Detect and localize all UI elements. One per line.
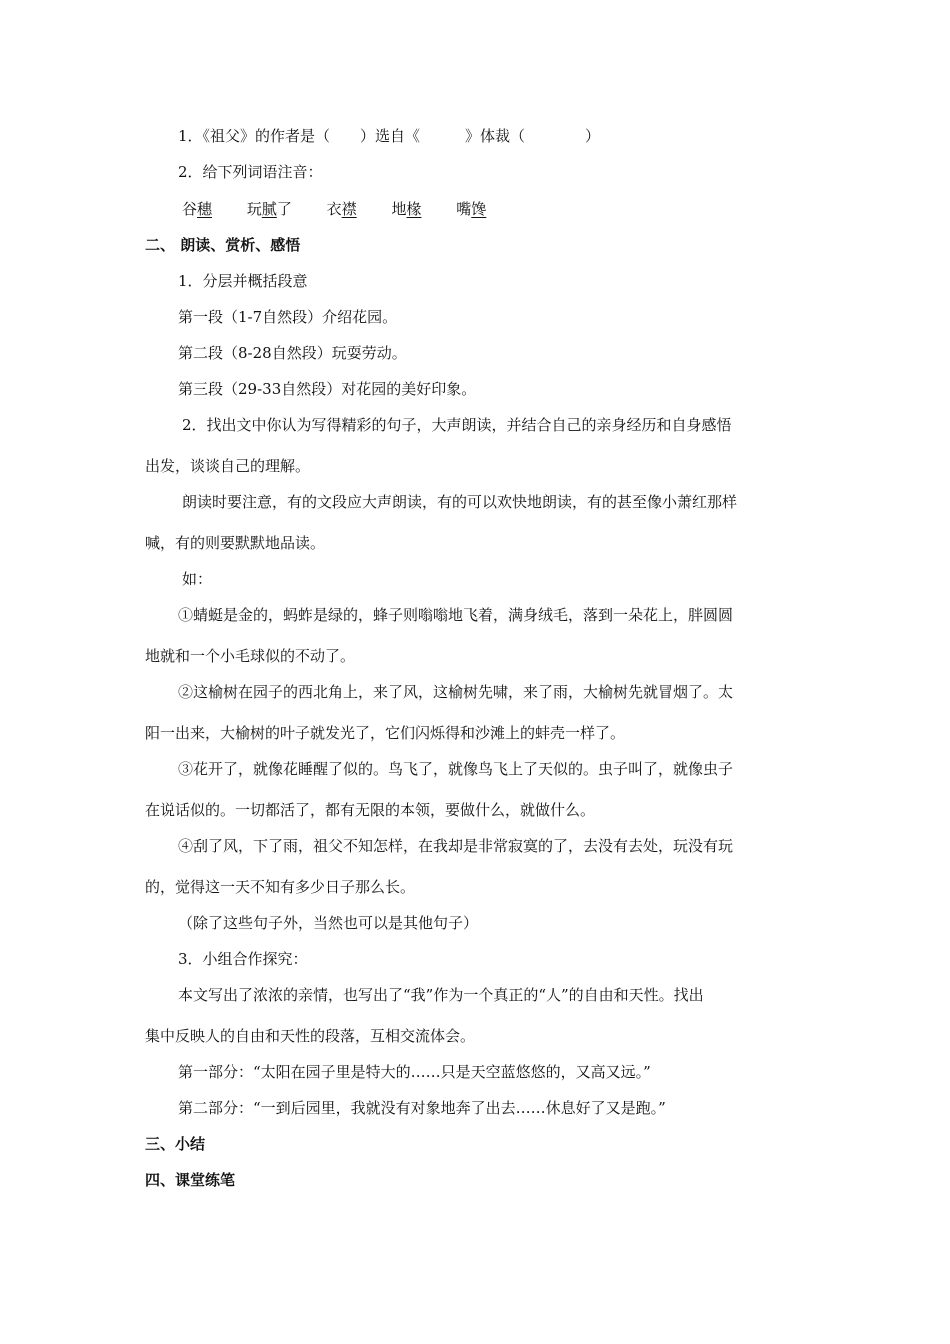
read-tip-line-2: 喊，有的则要默默地品读。 — [145, 534, 326, 552]
s2-item-3: 3．小组合作探究： — [178, 950, 308, 968]
question-2: 2．给下列词语注音： — [178, 163, 323, 181]
example-note: （除了这些句子外，当然也可以是其他句子） — [178, 914, 479, 932]
term-5: 嘴馋 — [456, 200, 487, 218]
question-1: 1．《祖父》的作者是（ ）选自《 》体裁（ ） — [178, 127, 601, 145]
example-2-line-1: ②这榆树在园子的西北角上，来了风，这榆树先啸，来了雨，大榆树先就冒烟了。太 — [178, 683, 734, 701]
example-3-line-2: 在说话似的。一切都活了，都有无限的本领，要做什么，就做什么。 — [145, 801, 596, 819]
s2-item-2-line-2: 出发，谈谈自己的理解。 — [145, 457, 311, 475]
part-2: 第二部分：“一到后园里，我就没有对象地奔了出去……休息好了又是跑。” — [178, 1099, 666, 1117]
term-4: 地椽 — [391, 200, 422, 218]
s2-item-1: 1．分层并概括段意 — [178, 272, 308, 290]
s2-item-3-line-1: 本文写出了浓浓的亲情，也写出了“我”作为一个真正的“人”的自由和天性。找出 — [178, 986, 704, 1004]
s2-item-2-line-1: 2．找出文中你认为写得精彩的句子，大声朗读，并结合自己的亲身经历和自身感悟 — [182, 416, 732, 434]
example-3-line-1: ③花开了，就像花睡醒了似的。鸟飞了，就像鸟飞上了天似的。虫子叫了，就像虫子 — [178, 760, 734, 778]
pinyin-terms — [182, 199, 516, 219]
read-tip-line-1: 朗读时要注意，有的文段应大声朗读，有的可以欢快地朗读，有的甚至像小萧红那样 — [182, 493, 738, 511]
s2-para-1: 第一段（1-7自然段）介绍花园。 — [178, 308, 398, 326]
example-2-line-2: 阳一出来，大榆树的叶子就发光了，它们闪烁得和沙滩上的蚌壳一样了。 — [145, 724, 626, 742]
section-3-heading: 三、小结 — [145, 1135, 206, 1153]
example-intro: 如： — [182, 570, 213, 588]
s2-para-3: 第三段（29-33自然段）对花园的美好印象。 — [178, 380, 477, 398]
s2-para-2: 第二段（8-28自然段）玩耍劳动。 — [178, 344, 407, 362]
section-2-heading: 二、 朗读、赏析、感悟 — [145, 236, 301, 254]
example-4-line-2: 的，觉得这一天不知有多少日子那么长。 — [145, 878, 416, 896]
term-3: 衣襟 — [326, 200, 357, 218]
example-1-line-2: 地就和一个小毛球似的不动了。 — [145, 647, 356, 665]
term-1: 谷穗 — [182, 200, 213, 218]
section-4-heading: 四、课堂练笔 — [145, 1171, 236, 1189]
example-1-line-1: ①蜻蜓是金的，蚂蚱是绿的，蜂子则嗡嗡地飞着，满身绒毛，落到一朵花上，胖圆圆 — [178, 606, 734, 624]
s2-item-3-line-2: 集中反映人的自由和天性的段落，互相交流体会。 — [145, 1027, 476, 1045]
term-2: 玩腻了 — [246, 200, 292, 218]
example-4-line-1: ④刮了风，下了雨，祖父不知怎样，在我却是非常寂寞的了，去没有去处，玩没有玩 — [178, 837, 734, 855]
part-1: 第一部分：“太阳在园子里是特大的……只是天空蓝悠悠的，又高又远。” — [178, 1063, 651, 1081]
